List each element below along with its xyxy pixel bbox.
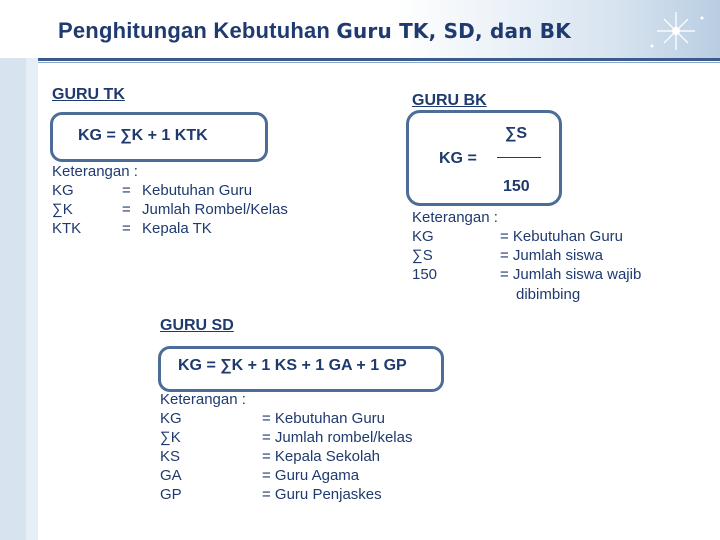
guru-sd-term: GA (160, 467, 182, 484)
guru-tk-term: KTK (52, 220, 82, 237)
guru-bk-formula-box (406, 110, 562, 206)
guru-tk-keterangan-label: Keterangan : (52, 163, 138, 180)
guru-tk-term: KG (52, 182, 74, 199)
page-title-main: Penghitungan Kebutuhan (58, 18, 331, 43)
header-rule-thin (38, 62, 720, 63)
guru-bk-desc: = Kebutuhan Guru (500, 228, 624, 245)
guru-tk-desc: Kepala TK (142, 220, 212, 237)
guru-sd-keterangan-label: Keterangan : (160, 391, 246, 408)
guru-bk-formula-lhs: KG = (439, 150, 477, 167)
guru-bk-denominator: 150 (503, 178, 530, 195)
guru-bk-title: GURU BK (412, 92, 487, 109)
guru-tk-desc: Jumlah Rombel/Kelas (142, 201, 288, 218)
guru-bk-numerator: ∑S (505, 125, 528, 142)
sparkle-decor-icon (640, 8, 712, 54)
guru-sd-term: ∑K (160, 429, 181, 446)
guru-bk-term: ∑S (412, 247, 433, 264)
guru-sd-title: GURU SD (160, 317, 234, 334)
guru-bk-keterangan-label: Keterangan : (412, 209, 498, 226)
guru-sd-formula: KG = ∑K + 1 KS + 1 GA + 1 GP (178, 357, 407, 374)
guru-bk-desc: = Jumlah siswa (500, 247, 603, 264)
guru-sd-term: KG (160, 410, 182, 427)
guru-bk-term: 150 (412, 266, 438, 283)
guru-sd-desc: = Guru Agama (262, 467, 360, 484)
guru-tk-term: ∑K (52, 201, 73, 218)
guru-tk-eq: = (122, 182, 131, 199)
guru-tk-eq: = (122, 201, 131, 218)
guru-sd-desc: = Jumlah rombel/kelas (262, 429, 413, 446)
header-rule (38, 58, 720, 61)
guru-tk-desc: Kebutuhan Guru (142, 182, 253, 199)
guru-sd-desc: = Guru Penjaskes (262, 486, 382, 503)
guru-sd-term: KS (160, 448, 181, 465)
guru-tk-title: GURU TK (52, 86, 125, 103)
guru-tk-formula: KG = ∑K + 1 KTK (78, 127, 208, 144)
guru-sd-desc: = Kebutuhan Guru (262, 410, 386, 427)
page-title (58, 18, 571, 44)
fraction-bar (497, 157, 541, 158)
left-decor-band-inner (0, 0, 26, 540)
guru-sd-term: GP (160, 486, 182, 503)
guru-tk-eq: = (122, 220, 131, 237)
page-title-rest: Guru TK, SD, dan BK (336, 19, 571, 43)
guru-bk-desc: = Jumlah siswa wajib (500, 266, 642, 283)
guru-sd-desc: = Kepala Sekolah (262, 448, 381, 465)
guru-bk-term: KG (412, 228, 434, 245)
guru-bk-desc-continuation: dibimbing (516, 286, 581, 303)
